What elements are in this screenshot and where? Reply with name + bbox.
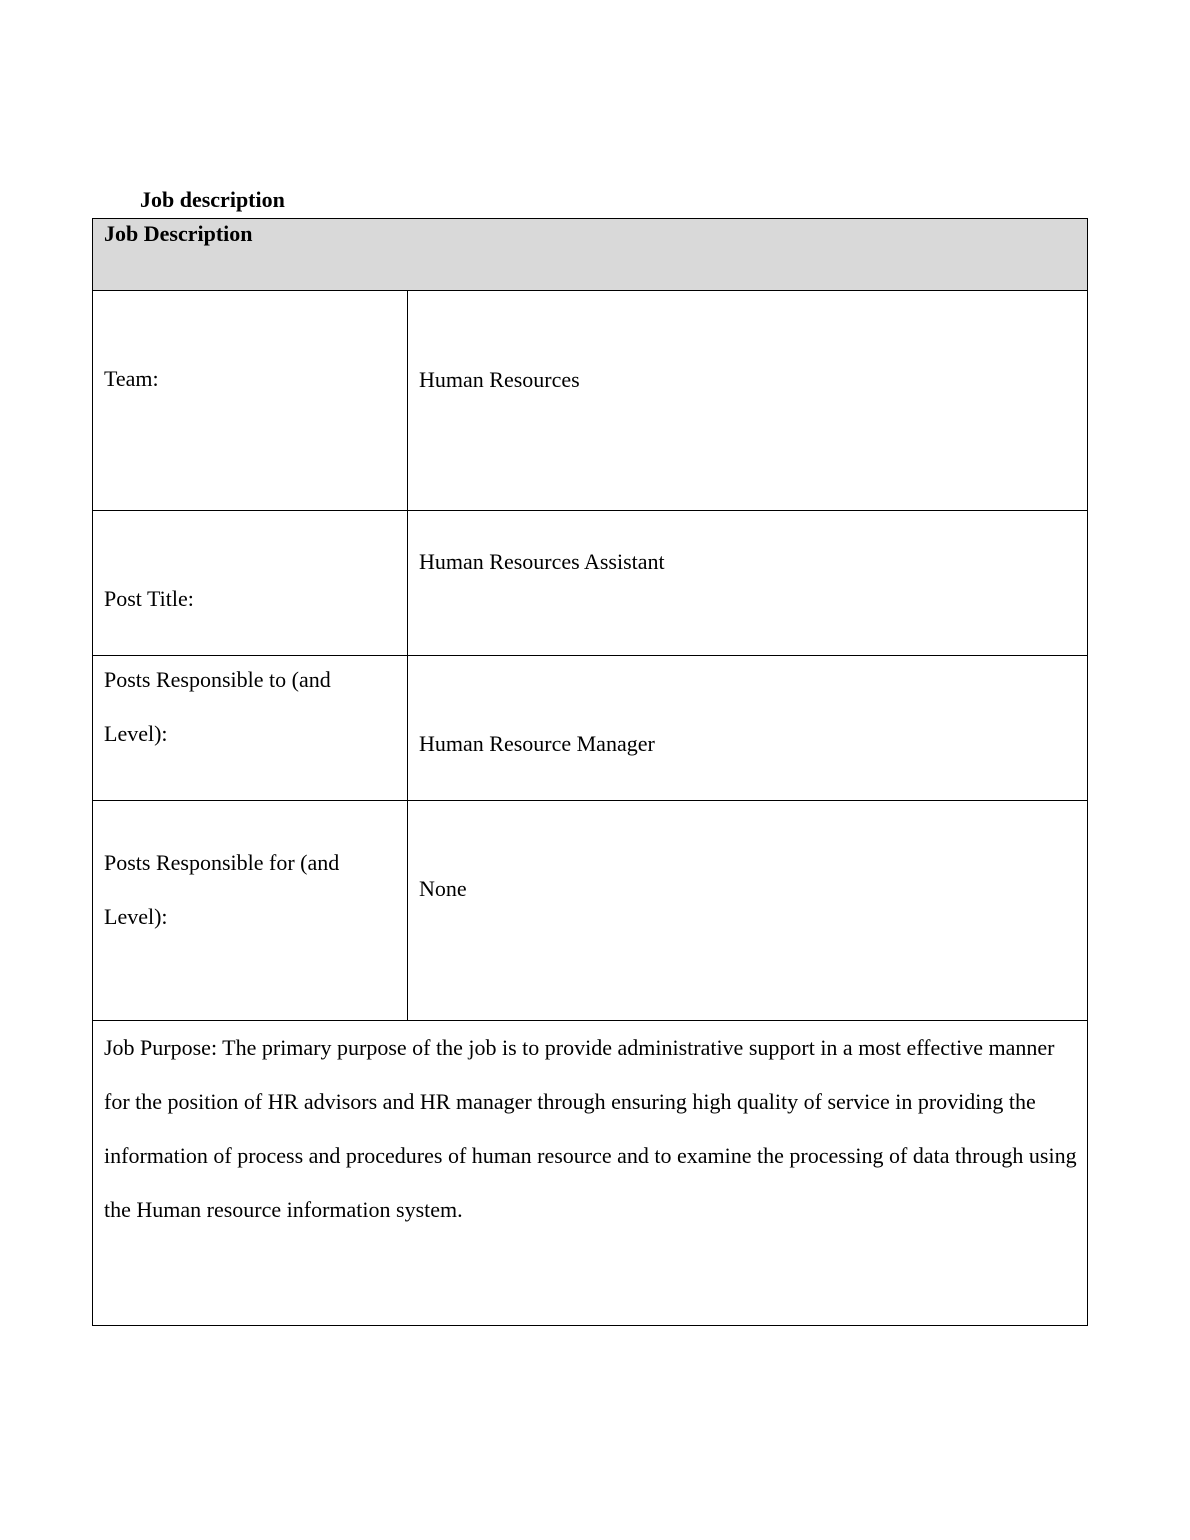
table-row-post-title [93,510,1087,655]
job-purpose-text: Job Purpose: The primary purpose of the job is to provide administrative support in a most effective manner for the position of HR advisors and HR manager through ensuring high quality of service in providing the information of process and procedures of human resource and to examine the processing of data through using the Human resource information system. [104,1035,1077,1222]
table-row-responsible-to [93,655,1087,800]
document-heading: Job description [140,187,285,212]
table-row-responsible-for [93,800,1087,1020]
team-label: Team: [104,366,159,391]
responsible-to-label-line1: Posts Responsible to (and [104,667,331,692]
table-header-row [93,219,1087,290]
responsible-for-label-line2: Level): [104,904,168,929]
responsible-for-label-line1: Posts Responsible for (and [104,850,340,875]
post-title-label: Post Title: [104,586,194,611]
responsible-to-label-line2: Level): [104,721,168,746]
job-description-table [92,218,1088,1326]
responsible-for-value: None [419,876,467,901]
table-header-title: Job Description [104,221,253,246]
responsible-to-value: Human Resource Manager [419,731,655,756]
table-row-team [93,290,1087,510]
table-row-job-purpose [93,1020,1087,1325]
post-title-value: Human Resources Assistant [419,549,665,574]
team-value: Human Resources [419,367,580,392]
